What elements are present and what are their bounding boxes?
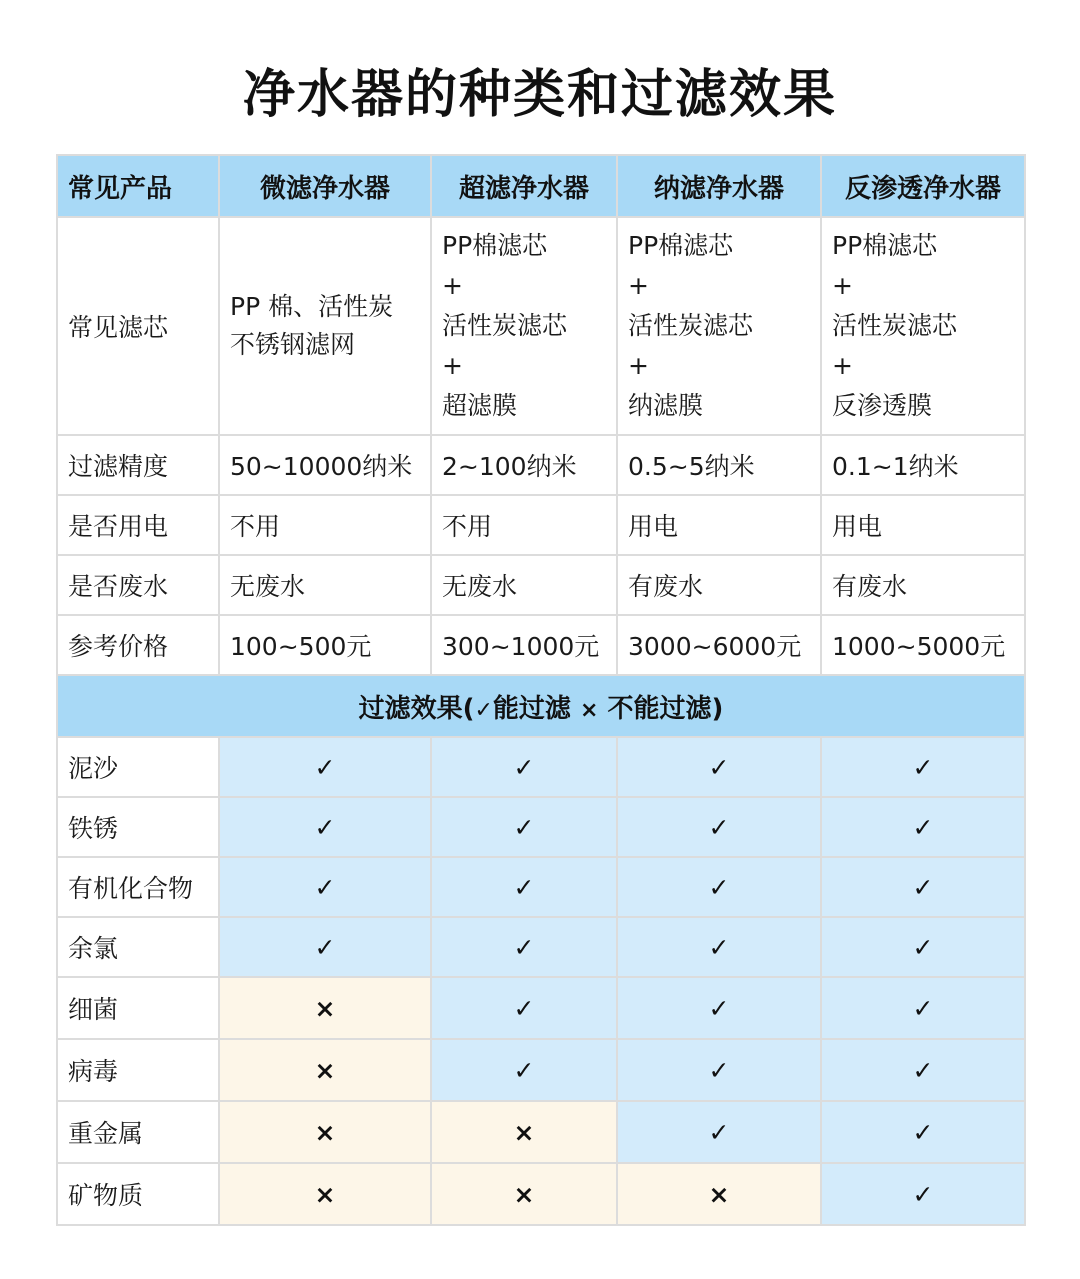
product-nanofiltration: 纳滤净水器 — [617, 155, 821, 217]
row-label-filters: 常见滤芯 — [57, 217, 219, 435]
cross-icon: × — [219, 1101, 431, 1163]
check-icon: ✓ — [617, 857, 821, 917]
check-icon: ✓ — [617, 917, 821, 977]
filters-ultrafiltration — [431, 217, 617, 435]
table-cell: 不用 — [219, 495, 431, 555]
contaminant-label: 有机化合物 — [57, 857, 219, 917]
table-row — [57, 1039, 1025, 1101]
check-icon: ✓ — [431, 797, 617, 857]
effects-header-row — [57, 675, 1025, 737]
table-row — [57, 1163, 1025, 1225]
table-cell: 用电 — [821, 495, 1025, 555]
check-icon: ✓ — [431, 917, 617, 977]
filters-nanofiltration — [617, 217, 821, 435]
check-icon: ✓ — [617, 797, 821, 857]
check-icon: ✓ — [617, 737, 821, 797]
filter-line: PP棉滤芯 — [832, 231, 938, 260]
check-icon: ✓ — [219, 737, 431, 797]
contaminant-label: 细菌 — [57, 977, 219, 1039]
table-cell: 不用 — [431, 495, 617, 555]
row-label-electricity: 是否用电 — [57, 495, 219, 555]
check-icon: ✓ — [821, 1163, 1025, 1225]
effects-header — [57, 675, 1025, 737]
product-ultrafiltration: 超滤净水器 — [431, 155, 617, 217]
wastewater-row — [57, 555, 1025, 615]
check-icon: ✓ — [617, 977, 821, 1039]
filter-line: 纳滤膜 — [628, 391, 704, 420]
filters-reverse-osmosis — [821, 217, 1025, 435]
contaminant-label: 病毒 — [57, 1039, 219, 1101]
filter-line: PP 棉、活性炭 — [230, 292, 394, 321]
check-icon: ✓ — [431, 737, 617, 797]
filter-line: + — [628, 271, 649, 300]
check-icon: ✓ — [617, 1039, 821, 1101]
product-microfiltration: 微滤净水器 — [219, 155, 431, 217]
filter-line: 不锈钢滤网 — [230, 330, 356, 359]
cannot-filter-legend: 不能过滤) — [607, 693, 724, 724]
table-row — [57, 917, 1025, 977]
can-filter-legend: 能过滤 — [492, 693, 571, 724]
cross-icon: × — [580, 697, 599, 723]
cross-icon: × — [431, 1101, 617, 1163]
check-icon: ✓ — [431, 1039, 617, 1101]
table-cell: 有废水 — [821, 555, 1025, 615]
cross-icon: × — [219, 1163, 431, 1225]
product-header-row — [57, 155, 1025, 217]
table-cell: 2~100纳米 — [431, 435, 617, 495]
cross-icon: × — [617, 1163, 821, 1225]
filter-cartridge-row — [57, 217, 1025, 435]
contaminant-label: 重金属 — [57, 1101, 219, 1163]
contaminant-label: 余氯 — [57, 917, 219, 977]
check-icon: ✓ — [821, 737, 1025, 797]
filter-line: + — [832, 351, 853, 380]
filter-line: + — [628, 351, 649, 380]
table-cell: 用电 — [617, 495, 821, 555]
check-icon: ✓ — [821, 917, 1025, 977]
filter-line: 超滤膜 — [442, 391, 518, 420]
table-cell: 有废水 — [617, 555, 821, 615]
filter-line: + — [442, 271, 463, 300]
filters-microfiltration — [219, 217, 431, 435]
table-row — [57, 977, 1025, 1039]
row-label-wastewater: 是否废水 — [57, 555, 219, 615]
check-icon: ✓ — [474, 697, 493, 723]
price-row — [57, 615, 1025, 675]
product-reverse-osmosis: 反渗透净水器 — [821, 155, 1025, 217]
contaminant-label: 铁锈 — [57, 797, 219, 857]
filter-line: + — [442, 351, 463, 380]
electricity-row — [57, 495, 1025, 555]
filter-line: 活性炭滤芯 — [832, 311, 958, 340]
table-cell: 300~1000元 — [431, 615, 617, 675]
check-icon: ✓ — [219, 917, 431, 977]
contaminant-label: 泥沙 — [57, 737, 219, 797]
check-icon: ✓ — [431, 977, 617, 1039]
table-cell: 3000~6000元 — [617, 615, 821, 675]
page-title: 净水器的种类和过滤效果 — [242, 65, 837, 125]
table-row — [57, 737, 1025, 797]
table-row — [57, 1101, 1025, 1163]
check-icon: ✓ — [821, 857, 1025, 917]
table-cell: 无废水 — [219, 555, 431, 615]
check-icon: ✓ — [821, 1039, 1025, 1101]
row-label-price: 参考价格 — [57, 615, 219, 675]
check-icon: ✓ — [821, 977, 1025, 1039]
filter-line: PP棉滤芯 — [442, 231, 548, 260]
effects-header-prefix: 过滤效果( — [358, 693, 475, 724]
table-row — [57, 857, 1025, 917]
filter-line: 反渗透膜 — [832, 391, 933, 420]
table-cell: 1000~5000元 — [821, 615, 1025, 675]
table-cell: 0.5~5纳米 — [617, 435, 821, 495]
filter-line: 活性炭滤芯 — [442, 311, 568, 340]
row-label-precision: 过滤精度 — [57, 435, 219, 495]
cross-icon: × — [219, 1039, 431, 1101]
table-row — [57, 797, 1025, 857]
check-icon: ✓ — [219, 857, 431, 917]
filter-line: 活性炭滤芯 — [628, 311, 754, 340]
filter-line: PP棉滤芯 — [628, 231, 734, 260]
effects-body — [57, 737, 1025, 1225]
check-icon: ✓ — [821, 1101, 1025, 1163]
precision-row — [57, 435, 1025, 495]
comparison-table — [56, 154, 1026, 1226]
check-icon: ✓ — [821, 797, 1025, 857]
check-icon: ✓ — [219, 797, 431, 857]
row-label-products: 常见产品 — [57, 155, 219, 217]
cross-icon: × — [431, 1163, 617, 1225]
check-icon: ✓ — [617, 1101, 821, 1163]
table-cell: 无废水 — [431, 555, 617, 615]
cross-icon: × — [219, 977, 431, 1039]
check-icon: ✓ — [431, 857, 617, 917]
table-cell: 100~500元 — [219, 615, 431, 675]
filter-line: + — [832, 271, 853, 300]
table-cell: 50~10000纳米 — [219, 435, 431, 495]
table-cell: 0.1~1纳米 — [821, 435, 1025, 495]
contaminant-label: 矿物质 — [57, 1163, 219, 1225]
